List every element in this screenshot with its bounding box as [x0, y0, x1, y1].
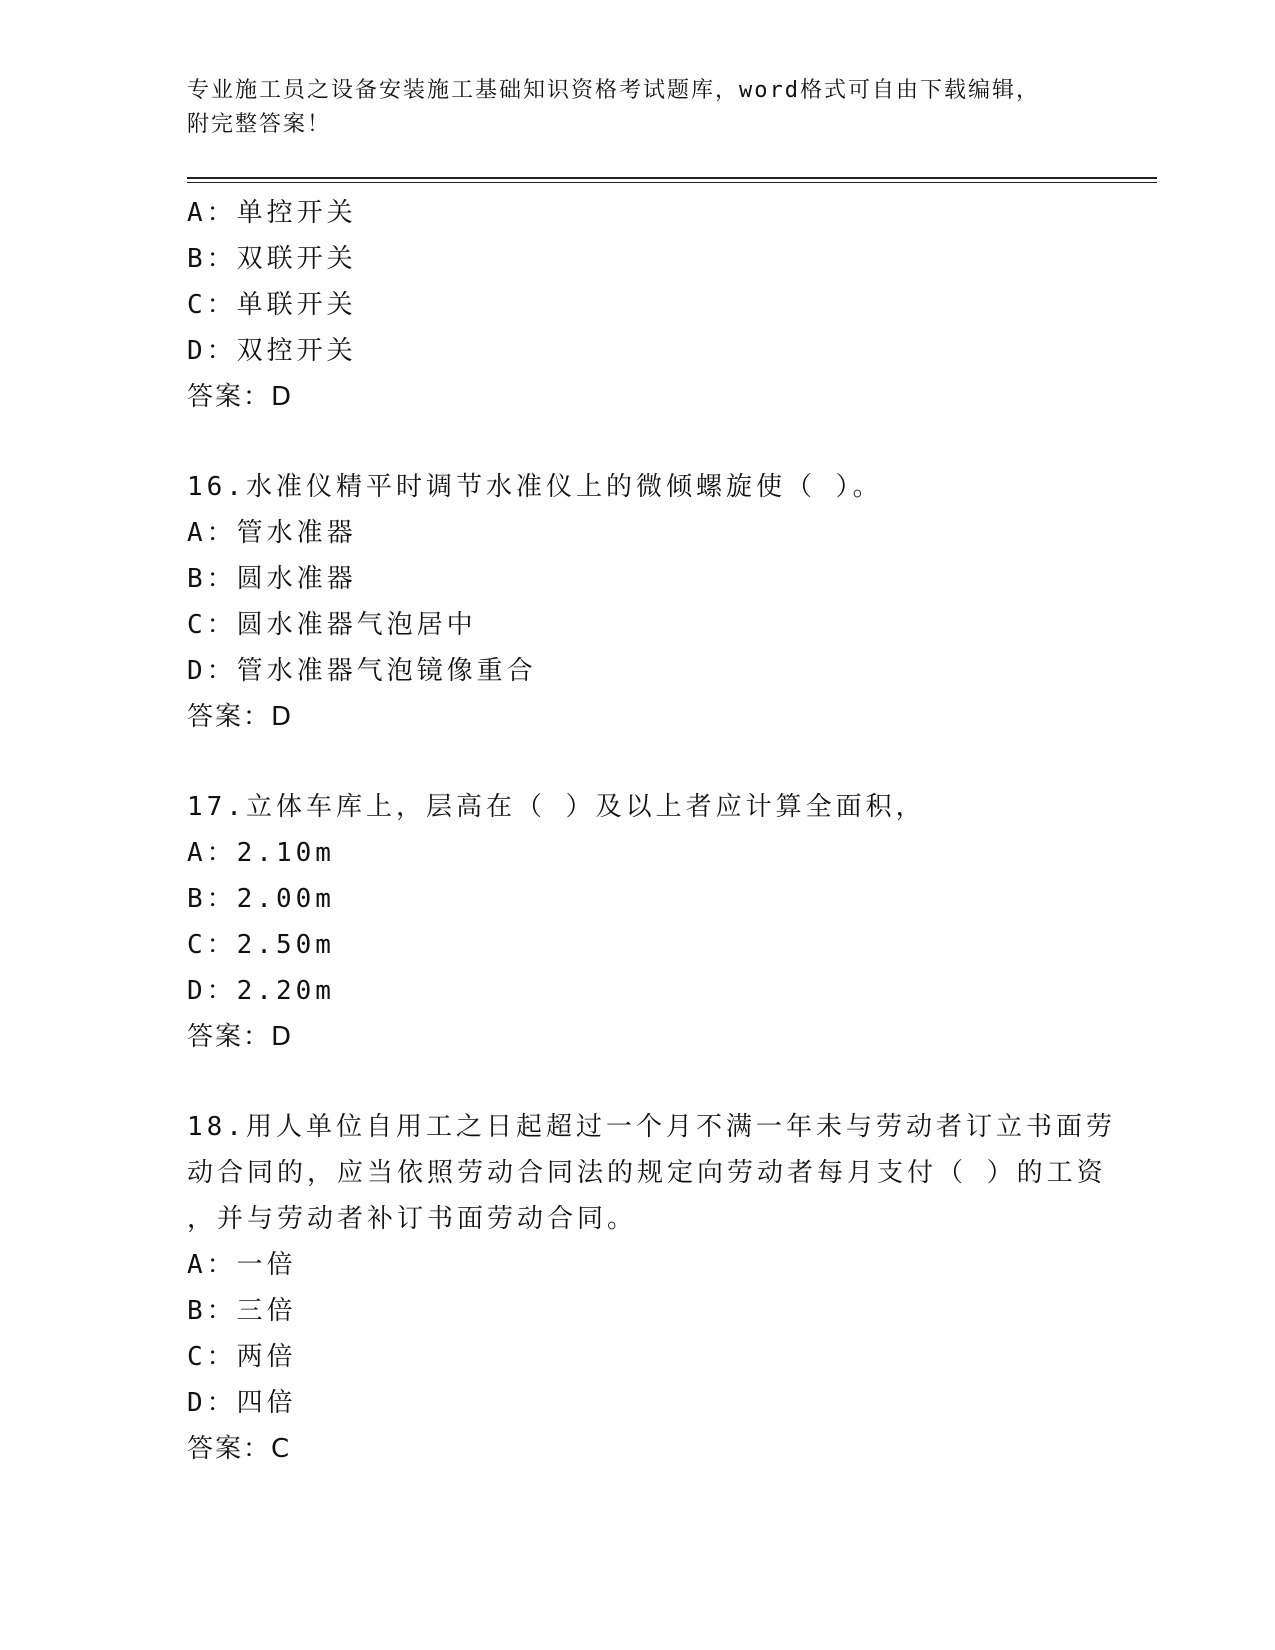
spacer [187, 420, 1087, 464]
question-18 [187, 1104, 1116, 1472]
answer-line: 答案：D [187, 702, 294, 732]
option-a: A：管水准器 [187, 518, 357, 548]
option-a: A：2.10m [187, 838, 335, 868]
option-d: D：四倍 [187, 1388, 297, 1418]
question-15-continued [187, 190, 1087, 420]
document-header [187, 74, 1087, 142]
question-text: 16.水准仪精平时调节水准仪上的微倾螺旋使（ ）。 [187, 472, 883, 502]
spacer [187, 1060, 1087, 1104]
question-text-line-3: ，并与劳动者补订书面劳动合同。 [187, 1204, 638, 1234]
option-c: C：圆水准器气泡居中 [187, 610, 477, 640]
option-d: D：双控开关 [187, 336, 357, 366]
option-a: A：一倍 [187, 1250, 297, 1280]
header-line-1: 专业施工员之设备安装施工基础知识资格考试题库，word格式可自由下载编辑， [187, 78, 1040, 103]
option-c: C：2.50m [187, 930, 335, 960]
question-16 [187, 464, 1087, 740]
question-text-line-1: 18.用人单位自用工之日起超过一个月不满一年未与劳动者订立书面劳 [187, 1112, 1116, 1142]
answer-line: 答案：D [187, 382, 294, 412]
question-text: 17.立体车库上，层高在（ ）及以上者应计算全面积， [187, 792, 926, 822]
question-list [187, 190, 1116, 1472]
option-b: B：三倍 [187, 1296, 297, 1326]
option-b: B：圆水准器 [187, 564, 357, 594]
spacer [187, 740, 1087, 784]
option-a: A：单控开关 [187, 198, 357, 228]
option-c: C：单联开关 [187, 290, 357, 320]
answer-line: 答案：C [187, 1434, 292, 1464]
option-d: D：管水准器气泡镜像重合 [187, 656, 537, 686]
option-b: B：2.00m [187, 884, 335, 914]
header-divider-thin [187, 182, 1157, 183]
question-17 [187, 784, 1087, 1060]
option-b: B：双联开关 [187, 244, 357, 274]
option-d: D：2.20m [187, 976, 335, 1006]
header-divider-thick [187, 177, 1157, 179]
option-c: C：两倍 [187, 1342, 297, 1372]
question-text-line-2: 动合同的，应当依照劳动合同法的规定向劳动者每月支付（ ）的工资 [187, 1158, 1107, 1188]
answer-line: 答案：D [187, 1022, 294, 1052]
header-line-2: 附完整答案！ [187, 112, 332, 137]
